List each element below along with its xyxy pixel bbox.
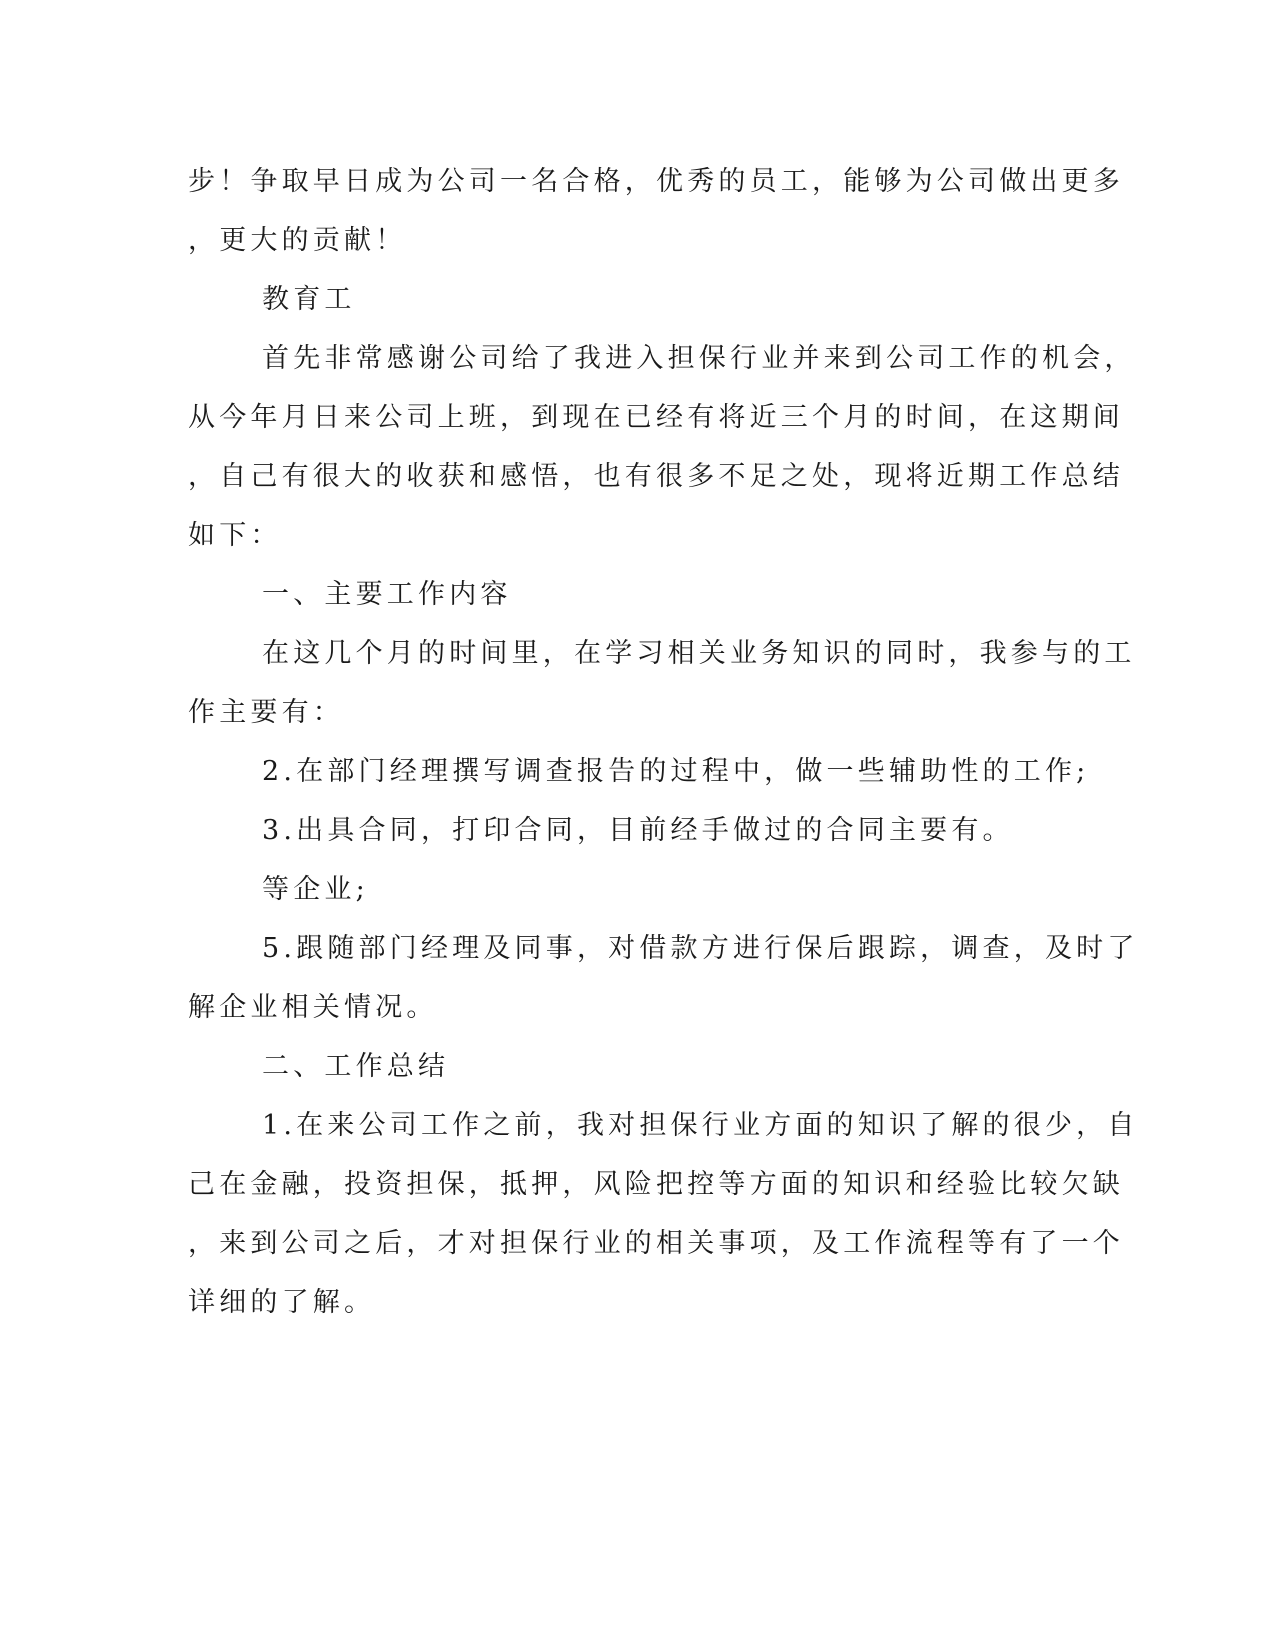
text-line: 如下： [188,520,282,551]
text-line: 等企业; [262,874,369,905]
text-line: 解企业相关情况。 [188,992,438,1023]
list-item: 3.出具合同，打印合同，目前经手做过的合同主要有。 [262,815,1014,846]
text-line: 详细的了解。 [188,1287,376,1318]
paragraph-start: 在这几个月的时间里，在学习相关业务知识的同时，我参与的工 [262,638,1136,669]
text-line: ，更大的贡献！ [188,225,407,256]
text-line: 作主要有： [188,697,344,728]
list-item: 5.跟随部门经理及同事，对借款方进行保后跟踪，调查，及时了 [262,933,1139,964]
list-item: 2.在部门经理撰写调查报告的过程中，做一些辅助性的工作; [262,756,1090,787]
section-label: 教育工 [262,284,356,315]
text-line: 从今年月日来公司上班，到现在已经有将近三个月的时间，在这期间 [188,402,1124,433]
text-line: ，自己有很大的收获和感悟，也有很多不足之处，现将近期工作总结 [188,461,1124,492]
text-line: ，来到公司之后，才对担保行业的相关事项，及工作流程等有了一个 [188,1228,1124,1259]
text-line: 步！争取早日成为公司一名合格，优秀的员工，能够为公司做出更多 [188,166,1124,197]
text-line: 己在金融，投资担保，抵押，风险把控等方面的知识和经验比较欠缺 [188,1169,1124,1200]
section-heading: 一、主要工作内容 [262,579,512,610]
paragraph-start: 首先非常感谢公司给了我进入担保行业并来到公司工作的机会， [262,343,1136,374]
section-heading: 二、工作总结 [262,1051,450,1082]
list-item: 1.在来公司工作之前，我对担保行业方面的知识了解的很少，自 [262,1110,1139,1141]
